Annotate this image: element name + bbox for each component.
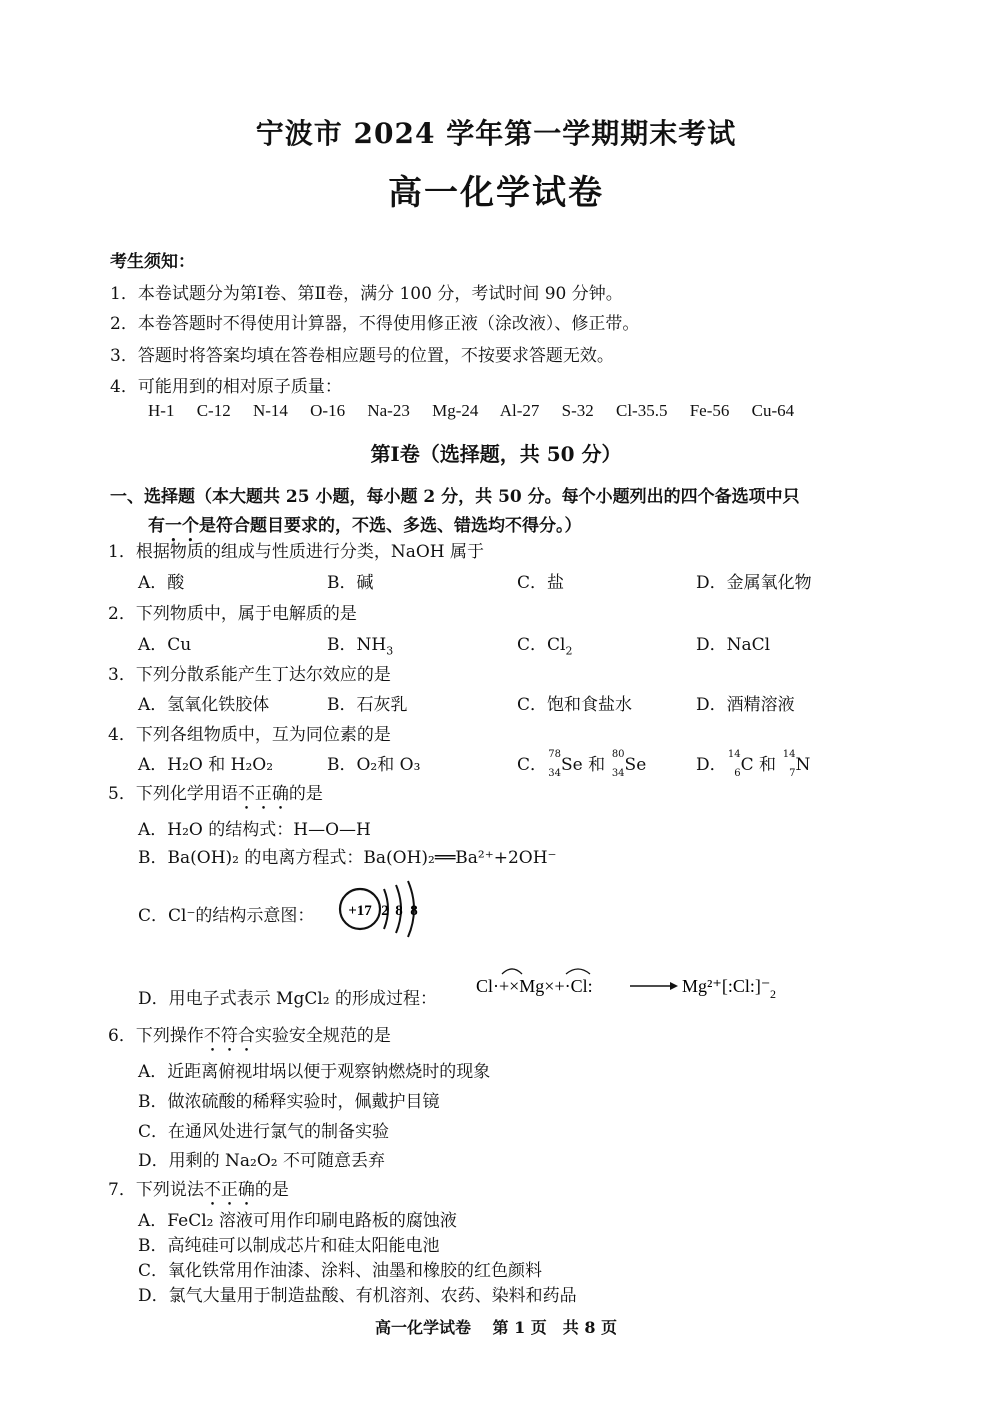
option-c: C．在通风处进行氯气的制备实验 — [138, 1122, 390, 1142]
atomic-mass: O-16 — [310, 401, 346, 420]
atomic-mass: Cl-35.5 — [615, 401, 668, 420]
question-stem: 3．下列分散系能产生丁达尔效应的是 — [108, 665, 391, 685]
section-title: 第Ⅰ卷（选择题，共 50 分） — [370, 442, 622, 466]
option-c: C．盐 — [517, 573, 565, 593]
option-b: B．碱 — [327, 573, 374, 593]
atomic-mass: N-14 — [252, 401, 288, 420]
option-c: C．氧化铁常用作油漆、涂料、油墨和橡胶的红色颜料 — [138, 1261, 543, 1281]
option-d: D．酒精溶液 — [696, 695, 795, 715]
part-desc: 是符合题目要求的，不选、多选、错选均不得分。） — [199, 516, 582, 536]
option-b: B．石灰乳 — [327, 695, 408, 715]
formation-right: Mg²⁺[:Cl:]⁻ — [682, 976, 771, 996]
option-b: B．$NH_3$ — [327, 635, 394, 658]
option-a: A．H₂O 的结构式：H—O—H — [138, 820, 371, 840]
emphasis-text: 不正确 — [203, 1180, 255, 1200]
notice-heading: 考生须知： — [110, 252, 195, 272]
question-stem: 1．根据物质的组成与性质进行分类，NaOH 属于 — [108, 542, 484, 562]
part-desc: 有 — [148, 516, 165, 536]
question-stem: 5．下列化学用语不正确的是 — [108, 784, 323, 804]
atomic-mass: Cu-64 — [751, 401, 795, 420]
atomic-mass: S-32 — [561, 401, 594, 420]
option-a: A．酸 — [138, 573, 185, 593]
option-b: B．做浓硫酸的稀释实验时，佩戴护目镜 — [138, 1092, 440, 1112]
option-a: A．Cu — [138, 635, 192, 655]
chloride-ion-structure-diagram — [330, 875, 440, 945]
option-d: D．NaCl — [696, 635, 771, 655]
emphasis-text: 不符合 — [203, 1026, 255, 1046]
atomic-mass: Al-27 — [499, 401, 540, 420]
shell-electrons: 8 — [395, 903, 403, 919]
shell-electrons: 8 — [410, 903, 418, 919]
option-c: C．饱和食盐水 — [517, 695, 633, 715]
formation-subscript: 2 — [770, 987, 776, 1001]
question-stem: 6．下列操作不符合实验安全规范的是 — [108, 1026, 391, 1046]
option-d: D．氯气大量用于制造盐酸、有机溶剂、农药、染料和药品 — [138, 1286, 577, 1306]
atomic-mass: C-12 — [196, 401, 231, 420]
option-b: B．高纯硅可以制成芯片和硅太阳能电池 — [138, 1236, 440, 1256]
option-c: C． 78 34 Se 和 80 34 Se — [517, 749, 647, 779]
atomic-mass-list — [148, 401, 812, 421]
option-d: D． 14 6 C 和 14 7 N — [696, 749, 811, 779]
option-a: A．FeCl₂ 溶液可用作印刷电路板的腐蚀液 — [138, 1211, 457, 1231]
part-label: 一、选择题 — [110, 487, 195, 507]
atomic-mass: H-1 — [148, 401, 175, 420]
page-footer: 高一化学试卷 第 1 页 共 8 页 — [374, 1318, 618, 1337]
notice-item: 3．答题时将答案均填在答卷相应题号的位置，不按要求答题无效。 — [110, 346, 614, 366]
notice-item: 1．本卷试题分为第Ⅰ卷、第Ⅱ卷，满分 100 分，考试时间 90 分钟。 — [110, 284, 623, 304]
question-stem: 4．下列各组物质中，互为同位素的是 — [108, 725, 391, 745]
question-stem: 7．下列说法不正确的是 — [108, 1180, 289, 1200]
part-desc: （本大题共 25 小题，每小题 2 分，共 50 分。每个小题列出的四个备选项中只 — [195, 487, 800, 507]
question-stem: 2．下列物质中，属于电解质的是 — [108, 604, 357, 624]
option-d: D．用电子式表示 MgCl₂ 的形成过程： — [138, 989, 437, 1009]
electron-dot-formation-diagram — [470, 962, 790, 1006]
atomic-mass: Na-23 — [367, 401, 410, 420]
option-b: B．O₂和 O₃ — [327, 755, 421, 775]
option-d: D．用剩的 Na₂O₂ 不可随意丢弃 — [138, 1151, 386, 1171]
exam-subtitle: 高一化学试卷 — [388, 173, 604, 213]
nucleus-charge: +17 — [348, 903, 372, 919]
option-b: B．Ba(OH)₂ 的电离方程式：Ba(OH)₂══Ba²⁺+2OH⁻ — [138, 848, 557, 868]
atomic-mass: Fe-56 — [689, 401, 730, 420]
notice-item: 4．可能用到的相对原子质量： — [110, 377, 342, 397]
option-a: A．近距离俯视坩埚以便于观察钠燃烧时的现象 — [138, 1062, 491, 1082]
option-d: D．金属氧化物 — [696, 573, 812, 593]
emphasis-text: 不正确 — [237, 784, 289, 804]
option-c: C．$Cl_2$ — [517, 635, 573, 658]
emphasis-text: 一个 — [165, 516, 199, 536]
notice-item: 2．本卷答题时不得使用计算器，不得使用修正液（涂改液）、修正带。 — [110, 314, 640, 334]
option-a: A．H₂O 和 H₂O₂ — [138, 755, 274, 775]
formation-left: Cl·+×Mg×+·Cl: — [476, 976, 593, 996]
exam-title: 宁波市 2024 学年第一学期期末考试 — [255, 117, 737, 150]
shell-electrons: 2 — [381, 903, 389, 919]
atomic-mass: Mg-24 — [432, 401, 479, 420]
option-c: C．Cl⁻的结构示意图： — [138, 906, 315, 926]
part-instructions — [110, 482, 800, 507]
option-a: A．氢氧化铁胶体 — [138, 695, 270, 715]
